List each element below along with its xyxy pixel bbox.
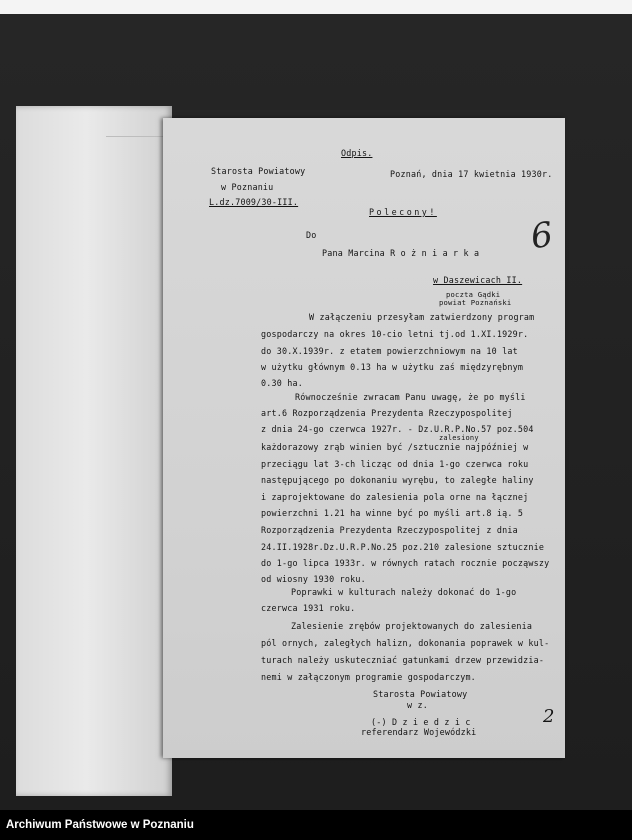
signature-title: referendarz Wojewódzki: [361, 727, 477, 737]
document-page: [163, 118, 565, 758]
registered-mark: Polecony!: [369, 207, 437, 217]
p4-line-1: Zalesienie zrębów projektowanych do zalesienia: [291, 621, 533, 631]
signature-name: (-) D z i e d z i c: [371, 717, 471, 727]
p2-line-2: art.6 Rozporządzenia Prezydenta Rzeczypospolitej: [261, 408, 513, 418]
doc-header-title: Odpis.: [341, 148, 373, 158]
p4-line-2: pól ornych, zaległych halizn, dokonania poprawek w kul-: [261, 638, 550, 648]
p2-line-5: przeciągu lat 3-ch licząc od dnia 1-go czerwca roku: [261, 459, 529, 469]
p1-line-3: do 30.X.1939r. z etatem powierzchniowym na 10 lat: [261, 346, 518, 356]
recipient-address: w Daszewicach II.: [433, 275, 523, 285]
p2-line-8: powierzchni 1.21 ha winne być po myśli art.8 ią. 5: [261, 508, 524, 518]
p4-line-3: turach należy uskuteczniać gatunkami drzew przewidzia-: [261, 655, 545, 665]
handwritten-number: 6: [528, 214, 556, 258]
left-sheet-ghost-mark: [106, 136, 166, 155]
archive-footer: [0, 810, 632, 840]
interlinear-note: zalesiony: [439, 434, 479, 442]
p2-line-7: i zaprojektowane do zalesienia pola orne na łącznej: [261, 492, 529, 502]
p2-line-10: 24.II.1928r.Dz.U.R.P.No.25 poz.210 zalesione sztucznie: [261, 542, 545, 552]
p2-line-3: z dnia 24-go czerwca 1927r. - Dz.U.R.P.No.57 poz.504: [261, 424, 534, 434]
signoff-wz: w z.: [407, 700, 428, 710]
address-note-1: poczta Gądki: [446, 290, 501, 299]
p1-line-1: W załączeniu przesyłam zatwierdzony program: [309, 312, 535, 322]
p1-line-5: 0.30 ha.: [261, 378, 303, 388]
left-sheet: [16, 106, 172, 796]
p1-line-4: w użytku głównym 0.13 ha w użytku zaś międzyrębnym: [261, 362, 524, 372]
p4-line-4: nemi w załączonym programie gospodarczym.: [261, 672, 476, 682]
p2-line-1: Równocześnie zwracam Panu uwagę, że po myśli: [295, 392, 526, 402]
p1-line-2: gospodarczy na okres 10-cio letni tj.od 1.XI.1929r.: [261, 329, 529, 339]
margin-mark: 2: [543, 706, 555, 727]
p3-line-2: czerwca 1931 roku.: [261, 603, 356, 613]
p2-line-6: następującego po dokonaniu wyrębu, to zaległe haliny: [261, 475, 534, 485]
recipient-name: Pana Marcina R o ż n i a r k a: [322, 248, 480, 258]
p2-line-9: Rozporządzenia Prezydenta Rzeczypospolitej z dnia: [261, 525, 518, 535]
place-date: Poznań, dnia 17 kwietnia 1930r.: [390, 169, 553, 179]
issuer-line-2: w Poznaniu: [221, 182, 274, 192]
p2-line-12: od wiosny 1930 roku.: [261, 574, 366, 584]
signoff-title: Starosta Powiatowy: [373, 689, 468, 699]
top-band: [0, 0, 632, 14]
archive-name: Archiwum Państwowe w Poznaniu: [6, 819, 194, 831]
to-label: Do: [306, 230, 317, 240]
p2-line-4: każdorazowy zrąb winien być /sztucznie najpóźniej w: [261, 442, 529, 452]
p2-line-11: do 1-go lipca 1933r. w równych ratach rocznie począwszy: [261, 558, 550, 568]
reference-number: L.dz.7009/30-III.: [209, 197, 299, 207]
p3-line-1: Poprawki w kulturach należy dokonać do 1-go: [291, 587, 517, 597]
address-note-2: powiat Poznański: [439, 298, 512, 307]
issuer-line-1: Starosta Powiatowy: [211, 166, 306, 176]
